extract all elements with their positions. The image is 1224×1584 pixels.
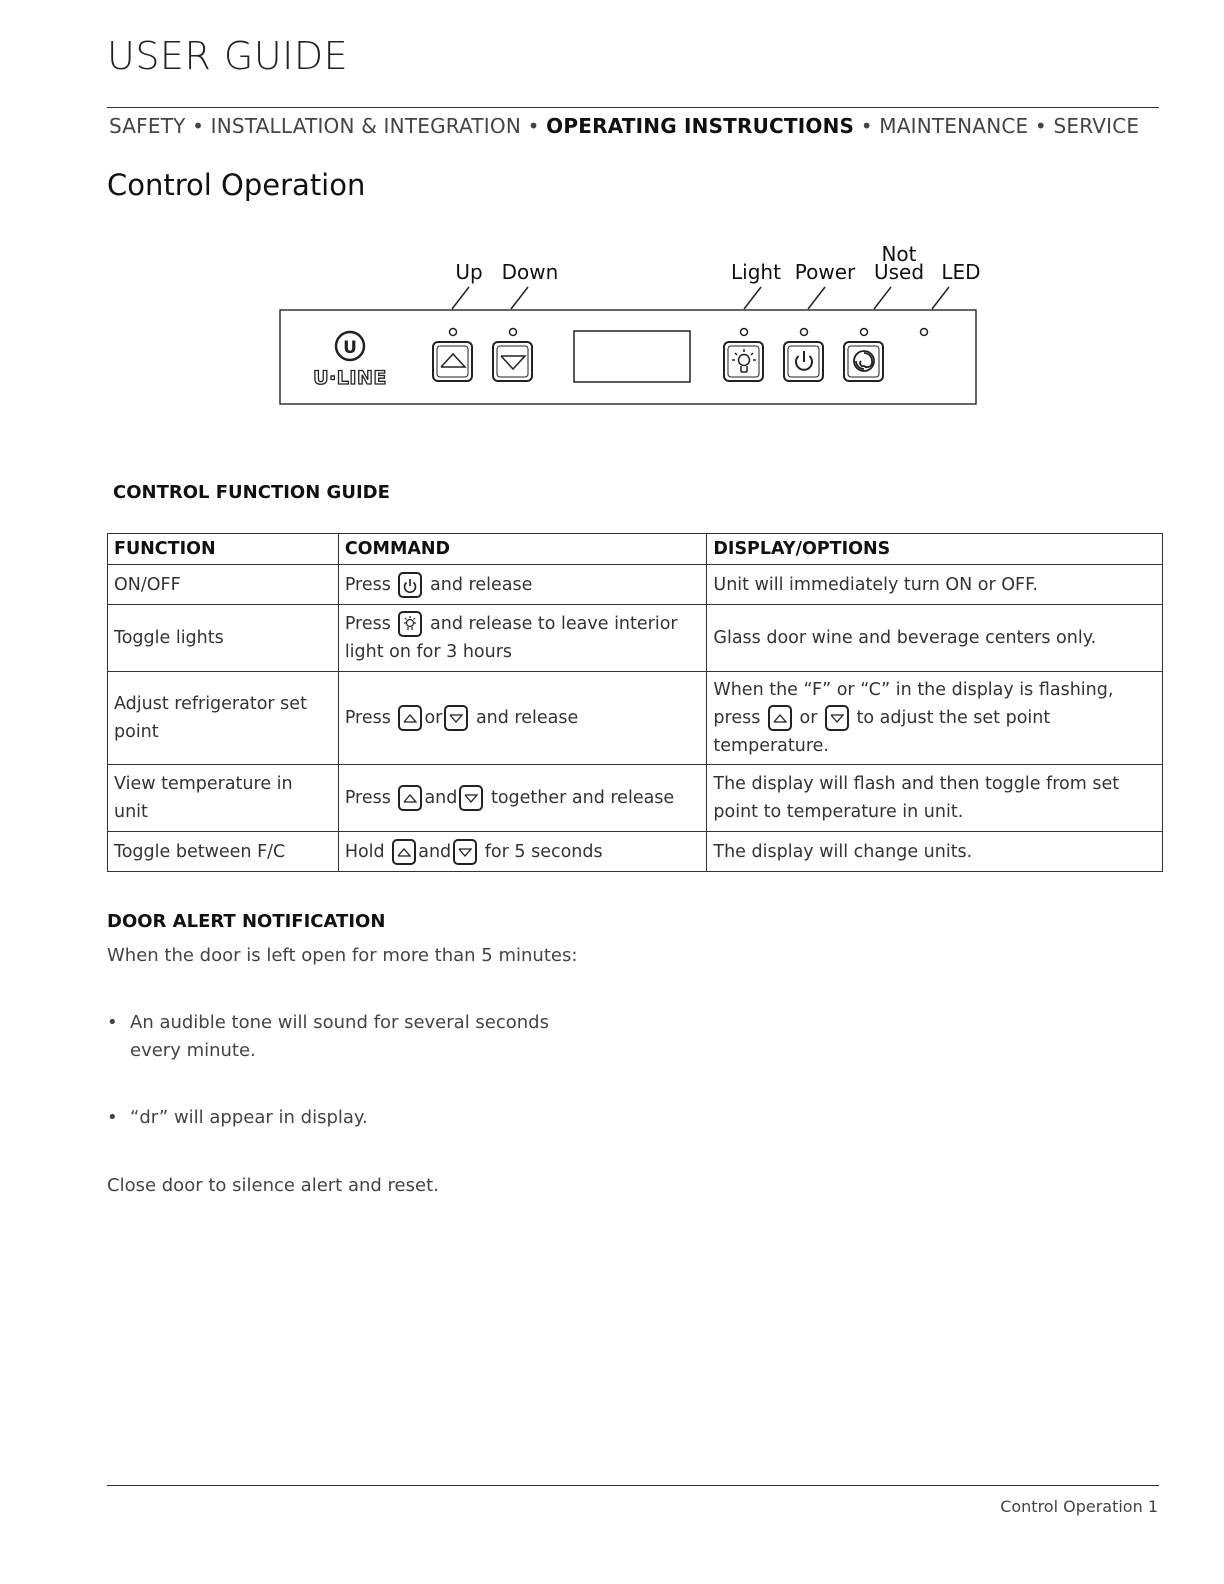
temperature-display <box>574 331 690 382</box>
function-cell: View temperature in unit <box>108 765 339 832</box>
command-text: and release <box>430 574 533 595</box>
bullet-text: “dr” will appear in display. <box>130 1107 368 1128</box>
column-header-function: FUNCTION <box>108 534 339 565</box>
command-text: Press <box>344 708 391 728</box>
bullet-text: An audible tone will sound for several seconds every minute. <box>130 1012 549 1061</box>
label-down: Down <box>501 260 559 284</box>
command-cell <box>338 672 707 765</box>
function-cell: Adjust refrigerator set point <box>108 672 339 765</box>
display-text: When the “F” or “C” in the display is flashing, press <box>713 680 1114 728</box>
table-row <box>108 605 1163 672</box>
up-arrow-icon <box>768 705 792 731</box>
display-cell: Unit will immediately turn ON or OFF. <box>707 565 1163 605</box>
command-text: or <box>424 708 443 728</box>
leader-light <box>744 287 761 309</box>
leader-up <box>452 287 469 309</box>
table-row <box>108 565 1163 605</box>
table-row <box>108 832 1163 872</box>
function-cell: Toggle between F/C <box>108 832 339 872</box>
function-cell: ON/OFF <box>108 565 339 605</box>
display-text: to adjust the set point temperature. <box>713 708 1051 756</box>
leader-lines <box>452 287 949 309</box>
list-item <box>107 1104 627 1134</box>
down-arrow-icon <box>825 705 849 731</box>
guide-title: USER GUIDE <box>107 34 349 78</box>
table-row <box>108 672 1163 765</box>
panel-up-button[interactable] <box>433 342 472 381</box>
door-alert-heading: DOOR ALERT NOTIFICATION <box>107 911 386 932</box>
table-header-row <box>108 534 1163 565</box>
leader-down <box>511 287 528 309</box>
panel-light-button[interactable] <box>724 342 763 381</box>
nav-installation[interactable]: INSTALLATION & INTEGRATION <box>210 114 522 138</box>
leader-power <box>808 287 825 309</box>
command-cell <box>338 832 707 872</box>
table-row <box>108 765 1163 832</box>
panel-down-button[interactable] <box>493 342 532 381</box>
command-text: and release <box>475 708 579 728</box>
logo-letter: U <box>343 338 357 358</box>
label-not-used-line1: Not <box>881 242 917 266</box>
command-text: and release to leave interior light on for 3 hours <box>344 614 678 662</box>
bullet-dot: • <box>107 1012 118 1033</box>
nav-separator: • <box>1034 114 1047 138</box>
panel-not-used-button[interactable] <box>844 342 883 381</box>
leader-not-used <box>874 287 891 309</box>
nav-safety[interactable]: SAFETY <box>109 114 186 138</box>
display-cell <box>707 672 1163 765</box>
down-arrow-icon <box>459 785 483 811</box>
panel-power-button[interactable] <box>784 342 823 381</box>
logo-wordmark: U·LINE <box>313 367 387 389</box>
page-footer-label: Control Operation 1 <box>1000 1497 1158 1516</box>
label-not-used-line2: Used <box>873 260 925 284</box>
command-text: Hold <box>344 841 385 862</box>
door-alert-intro: When the door is left open for more than 5 minutes: <box>107 945 578 966</box>
command-text: Press <box>344 574 391 595</box>
label-light: Light <box>731 260 781 284</box>
command-cell <box>338 565 707 605</box>
up-arrow-icon <box>392 839 416 865</box>
display-cell: The display will flash and then toggle from set point to temperature in unit. <box>707 765 1163 832</box>
column-header-command: COMMAND <box>338 534 707 565</box>
nav-separator: • <box>192 114 205 138</box>
door-alert-closing: Close door to silence alert and reset. <box>107 1175 439 1196</box>
indicator-not-used <box>861 329 868 336</box>
up-arrow-icon <box>398 785 422 811</box>
nav-separator: • <box>527 114 540 138</box>
led-indicator <box>921 329 928 336</box>
command-text: together and release <box>490 788 675 808</box>
indicator-down <box>510 329 517 336</box>
label-power: Power <box>794 260 856 284</box>
label-up: Up <box>455 260 483 284</box>
power-button-icon <box>398 572 422 598</box>
function-guide-heading: CONTROL FUNCTION GUIDE <box>113 482 390 503</box>
up-arrow-icon <box>398 705 422 731</box>
display-text: or <box>799 708 818 728</box>
footer-rule <box>107 1485 1159 1486</box>
display-cell: Glass door wine and beverage centers only. <box>707 605 1163 672</box>
column-header-display: DISPLAY/OPTIONS <box>707 534 1163 565</box>
down-arrow-icon <box>444 705 468 731</box>
list-item <box>107 1009 627 1069</box>
section-title: Control Operation <box>107 168 366 202</box>
indicator-light <box>741 329 748 336</box>
control-function-table <box>107 533 1163 872</box>
command-text: Press <box>344 614 391 634</box>
down-arrow-icon <box>453 839 477 865</box>
nav-service[interactable]: SERVICE <box>1053 114 1140 138</box>
leader-led <box>932 287 949 309</box>
nav-separator: • <box>860 114 873 138</box>
control-panel-diagram <box>0 0 1224 420</box>
command-text: for 5 seconds <box>484 841 603 862</box>
bullet-dot: • <box>107 1107 118 1128</box>
command-text: Press <box>344 788 391 808</box>
light-bulb-icon <box>398 611 422 637</box>
nav-maintenance[interactable]: MAINTENANCE <box>879 114 1029 138</box>
command-text: and <box>418 841 452 862</box>
function-cell: Toggle lights <box>108 605 339 672</box>
label-led: LED <box>941 260 981 284</box>
display-cell: The display will change units. <box>707 832 1163 872</box>
indicator-power <box>801 329 808 336</box>
indicator-up <box>450 329 457 336</box>
command-cell <box>338 765 707 832</box>
command-cell <box>338 605 707 672</box>
command-text: and <box>424 788 458 808</box>
nav-operating-instructions[interactable]: OPERATING INSTRUCTIONS <box>546 114 855 138</box>
